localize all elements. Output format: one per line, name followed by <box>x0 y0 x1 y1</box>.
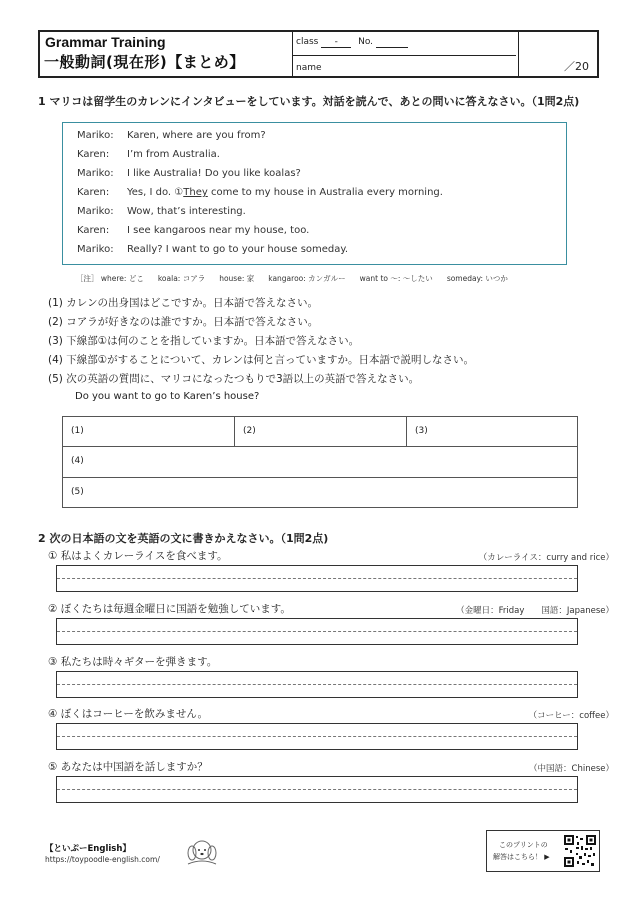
question-1: (1) カレンの出身国はどこですか。日本語で答えなさい。 <box>48 297 318 309</box>
speaker: Karen: <box>77 187 110 198</box>
poodle-icon <box>182 836 222 870</box>
line-text: come to my house in Australia every morning. <box>207 187 443 198</box>
class-label: class <box>296 37 319 47</box>
title-japanese: 一般動詞(現在形)【まとめ】 <box>44 53 245 71</box>
answer-row <box>63 417 577 447</box>
line-text: Karen, where are you from? <box>127 130 266 141</box>
dialogue-line <box>77 206 246 217</box>
line-text: I see kangaroos near my house, too. <box>127 225 310 236</box>
section2-heading: 2 次の日本語の文を英語の文に書きかえなさい。（1問2点) <box>38 532 329 545</box>
answer-table <box>62 416 578 508</box>
no-label: No. <box>358 37 374 47</box>
line-text: I’m from Australia. <box>127 149 220 160</box>
answer-cell-3[interactable] <box>407 417 577 447</box>
note: want to ～: ～したい <box>359 274 433 283</box>
speaker: Mariko: <box>77 244 114 255</box>
question-5: (5) 次の英語の質問に、マリコになったつもりで3語以上の英語で答えなさい。 <box>48 373 420 385</box>
note: house: 家 <box>219 274 255 283</box>
question-5-prompt: Do you want to go to Karen’s house? <box>75 391 260 402</box>
dialogue-box <box>62 122 567 265</box>
answer-link-text-2: 解答はこちら！ ▶ <box>493 853 550 861</box>
writing-lines-2[interactable] <box>56 618 578 645</box>
speaker: Mariko: <box>77 130 114 141</box>
writing-lines-3[interactable] <box>56 671 578 698</box>
question-3: (3) 下線部①は何のことを指していますか。日本語で答えなさい。 <box>48 335 360 347</box>
dialogue-line <box>77 130 266 141</box>
line-text: Really? I want to go to your house someday. <box>127 244 349 255</box>
note: kangaroo: カンガルー <box>268 274 346 283</box>
answer-row <box>63 478 577 507</box>
site-url[interactable]: https://toypoodle-english.com/ <box>45 855 160 864</box>
translation-question-5: ⑤ あなたは中国語を話しますか？ <box>48 761 208 773</box>
line-text: I like Australia! Do you like koalas? <box>127 168 301 179</box>
translation-question-1: ① 私はよくカレーライスを食べます。 <box>48 550 228 562</box>
header-box <box>38 30 599 78</box>
writing-lines-4[interactable] <box>56 723 578 750</box>
question-2: (2) コアラが好きなのは誰ですか。日本語で答えなさい。 <box>48 316 319 328</box>
answer-label: (4) <box>71 456 84 466</box>
translation-hint-1: （カレーライス：curry and rice） <box>478 553 614 563</box>
question-4: (4) 下線部①がすることについて、カレンは何と言っていますか。日本語で説明しなさい。 <box>48 354 474 366</box>
answer-cell-4[interactable] <box>63 447 577 477</box>
line-text: Yes, I do. ① <box>127 187 184 198</box>
translation-question-2: ② ぼくたちは毎週金曜日に国語を勉強しています。 <box>48 603 291 615</box>
note: koala: コアラ <box>157 274 206 283</box>
class-blank[interactable]: - <box>321 37 351 48</box>
title-cell <box>40 32 293 76</box>
answer-link-text-1: このプリントの <box>499 841 548 849</box>
dialogue-line <box>77 149 220 160</box>
divider <box>292 55 516 56</box>
vocabulary-notes <box>76 273 522 284</box>
class-name-cell <box>292 32 519 76</box>
dialogue-line <box>77 225 309 236</box>
line-text: Wow, that’s interesting. <box>127 206 246 217</box>
speaker: Karen: <box>77 225 110 236</box>
answer-label: (2) <box>243 426 256 436</box>
name-label: name <box>296 63 322 73</box>
answer-label: (5) <box>71 487 84 497</box>
translation-hint-2: （金曜日：Friday 国語：Japanese） <box>456 606 614 616</box>
dialogue-line <box>77 168 301 179</box>
underlined-word: They <box>183 187 208 198</box>
speaker: Mariko: <box>77 168 114 179</box>
no-blank[interactable] <box>376 37 408 48</box>
dialogue-line <box>77 187 443 198</box>
answer-link-box[interactable] <box>486 830 600 872</box>
note: ［注］ where: どこ <box>76 274 144 283</box>
answer-cell-1[interactable] <box>63 417 235 447</box>
translation-hint-5: （中国語：Chinese） <box>529 764 614 774</box>
translation-question-4: ④ ぼくはコーヒーを飲みません。 <box>48 708 208 720</box>
score-label: ／20 <box>564 60 589 73</box>
answer-label: (1) <box>71 426 84 436</box>
brand-logo-text: 【といぷーEnglish】 <box>45 844 131 854</box>
answer-label: (3) <box>415 426 428 436</box>
writing-lines-1[interactable] <box>56 565 578 592</box>
title-english: Grammar Training <box>45 34 166 50</box>
section1-heading: 1 マリコは留学生のカレンにインタビューをしています。対話を読んで、あとの問いに答えなさい。（1問2点) <box>38 95 580 108</box>
qr-code-icon[interactable] <box>563 834 597 872</box>
translation-question-3: ③ 私たちは時々ギターを弾きます。 <box>48 656 218 668</box>
dialogue-line <box>77 244 348 255</box>
answer-cell-2[interactable] <box>235 417 407 447</box>
writing-lines-5[interactable] <box>56 776 578 803</box>
note: someday: いつか <box>446 274 508 283</box>
answer-cell-5[interactable] <box>63 478 577 508</box>
translation-hint-4: （コーヒー：coffee） <box>528 711 614 721</box>
answer-row <box>63 447 577 478</box>
speaker: Mariko: <box>77 206 114 217</box>
speaker: Karen: <box>77 149 110 160</box>
